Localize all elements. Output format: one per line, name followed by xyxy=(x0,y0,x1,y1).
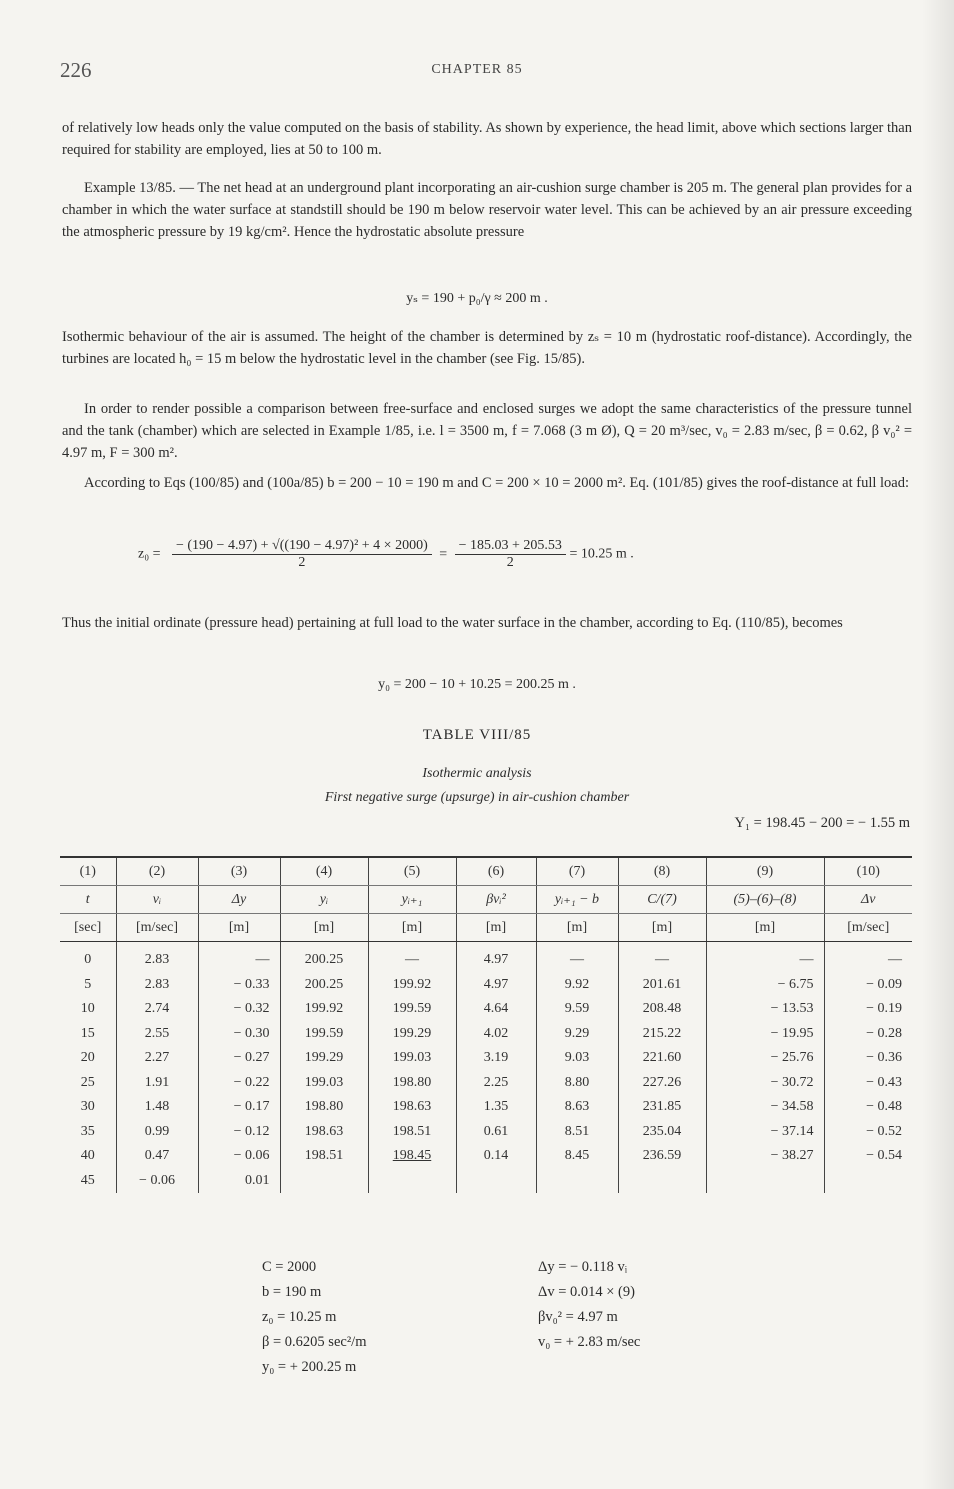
table-cell: 5 xyxy=(60,973,116,998)
table-row xyxy=(60,1169,912,1194)
table-cell: 221.60 xyxy=(618,1046,706,1071)
column-symbol-5: yᵢ₊₁ xyxy=(368,886,456,914)
table-cell: — xyxy=(536,942,618,973)
table-cell: 235.04 xyxy=(618,1120,706,1145)
column-number-1: (1) xyxy=(60,858,116,886)
table-cell: 0.47 xyxy=(116,1144,198,1169)
table-cell xyxy=(618,1169,706,1194)
column-unit-9: [m] xyxy=(706,914,824,942)
page-edge-shadow xyxy=(922,0,954,1489)
constants-left xyxy=(262,1255,366,1380)
column-number-7: (7) xyxy=(536,858,618,886)
table-cell: − 0.48 xyxy=(866,1099,902,1115)
table-cell: 2.74 xyxy=(116,997,198,1022)
table-cell: 1.91 xyxy=(116,1071,198,1096)
column-number-2: (2) xyxy=(116,858,198,886)
table-subtitle-2: First negative surge (upsurge) in air-cushion chamber xyxy=(324,790,630,805)
table-cell: 4.64 xyxy=(456,997,536,1022)
table-cell: − 0.28 xyxy=(866,1025,902,1041)
column-unit-10: [m/sec] xyxy=(824,914,912,942)
table-row xyxy=(60,1144,912,1169)
equation-1: yₛ = 190 + p₀/γ ≈ 200 m . xyxy=(406,291,548,306)
table-cell: − 37.14 xyxy=(706,1120,824,1145)
table-cell: 199.29 xyxy=(280,1046,368,1071)
table-cell: 199.59 xyxy=(280,1022,368,1047)
column-number-9: (9) xyxy=(706,858,824,886)
table-cell: − 0.43 xyxy=(866,1074,902,1090)
table-cell: 0.01 xyxy=(198,1169,280,1194)
table-cell: − 30.72 xyxy=(706,1071,824,1096)
table-cell: 236.59 xyxy=(618,1144,706,1169)
table-cell: 40 xyxy=(60,1144,116,1169)
table-title: TABLE VIII/85 xyxy=(422,727,532,743)
table-row xyxy=(60,1022,912,1047)
equation-2: z₀ = $\frac{\text{− (190 − 4.97) + √((190 − 4.97)² + 4 × 2000)}}{2}$ = $\frac{- 185.03 + 205.53}{2}$ = 10.25 m . xyxy=(138,538,634,570)
table-cell: 2.27 xyxy=(116,1046,198,1071)
table-cell: 208.48 xyxy=(618,997,706,1022)
table-cell: 199.03 xyxy=(368,1046,456,1071)
table-cell: 15 xyxy=(60,1022,116,1047)
table-cell: 0.14 xyxy=(456,1144,536,1169)
table-cell: 4.02 xyxy=(456,1022,536,1047)
constant-z0: z₀ = 10.25 m xyxy=(262,1309,337,1325)
table-cell xyxy=(706,1169,824,1194)
table-cell: − 13.53 xyxy=(706,997,824,1022)
column-symbol-8: C/(7) xyxy=(618,886,706,914)
table-cell: 25 xyxy=(60,1071,116,1096)
table-cell: 0.99 xyxy=(116,1120,198,1145)
table-cell: 199.92 xyxy=(368,973,456,998)
table-cell: 8.63 xyxy=(536,1095,618,1120)
table-note: Y₁ = 198.45 − 200 = − 1.55 m xyxy=(734,815,910,831)
column-symbol-3: Δy xyxy=(198,886,280,914)
table-cell: 0 xyxy=(60,942,116,973)
table-cell: 201.61 xyxy=(618,973,706,998)
table-cell: 2.83 xyxy=(116,942,198,973)
column-number-5: (5) xyxy=(368,858,456,886)
page-number: 226 xyxy=(60,58,92,82)
equation-2-fraction-2 xyxy=(455,538,566,571)
table-cell: 215.22 xyxy=(618,1022,706,1047)
table-cell: — xyxy=(198,942,280,973)
equation-2-fraction-1 xyxy=(172,538,432,571)
constant-v0: v₀ = + 2.83 m/sec xyxy=(538,1334,641,1350)
table-cell: 2.83 xyxy=(116,973,198,998)
table-cell: — xyxy=(706,942,824,973)
table-cell: 199.59 xyxy=(368,997,456,1022)
column-number-6: (6) xyxy=(456,858,536,886)
column-unit-7: [m] xyxy=(536,914,618,942)
equation-2-denominator-2: 2 xyxy=(506,555,514,570)
column-unit-3: [m] xyxy=(198,914,280,942)
equation-2-rhs: = 10.25 m . xyxy=(569,546,634,562)
table-cell xyxy=(536,1169,618,1194)
table-cell: − 0.12 xyxy=(198,1120,280,1145)
equation-2-numerator-1: − (190 − 4.97) + √((190 − 4.97)² + 4 × 2000) xyxy=(172,538,432,555)
table-cell: 199.29 xyxy=(368,1022,456,1047)
table-cell: — xyxy=(618,942,706,973)
table-cell: − 34.58 xyxy=(706,1095,824,1120)
table-cell xyxy=(824,1169,912,1194)
table-cell: 3.19 xyxy=(456,1046,536,1071)
column-unit-4: [m] xyxy=(280,914,368,942)
table-cell: 2.55 xyxy=(116,1022,198,1047)
table-cell: 20 xyxy=(60,1046,116,1071)
paragraph-1: of relatively low heads only the value computed on the basis of stability. As shown by experience, the head limit, above which sections larger than required for stability are employed, lies at 50 to 100 m. xyxy=(62,120,912,158)
paragraph-5: According to Eqs (100/85) and (100a/85) b = 200 − 10 = 190 m and C = 200 × 10 = 2000 m². Eq. (101/85) gives the roof-distance at full load: xyxy=(84,475,909,491)
table-cell: 45 xyxy=(60,1169,116,1194)
table-cell: 1.35 xyxy=(456,1095,536,1120)
table-cell: 8.45 xyxy=(536,1144,618,1169)
table-cell: 199.92 xyxy=(280,997,368,1022)
table-cell: 198.51 xyxy=(280,1144,368,1169)
table-cell: − 0.09 xyxy=(866,976,902,992)
column-symbol-10: Δv xyxy=(824,886,912,914)
data-table xyxy=(60,858,912,1193)
table-cell: 10 xyxy=(60,997,116,1022)
table-cell: 9.03 xyxy=(536,1046,618,1071)
column-number-10: (10) xyxy=(824,858,912,886)
column-number-3: (3) xyxy=(198,858,280,886)
table-cell xyxy=(368,1169,456,1194)
column-number-4: (4) xyxy=(280,858,368,886)
table-cell: 9.59 xyxy=(536,997,618,1022)
table-cell: 1.48 xyxy=(116,1095,198,1120)
table-cell: − 0.22 xyxy=(198,1071,280,1096)
table-row xyxy=(60,1046,912,1071)
equation-3: y₀ = 200 − 10 + 10.25 = 200.25 m . xyxy=(378,677,576,692)
table-cell: − 6.75 xyxy=(706,973,824,998)
table-row xyxy=(60,997,912,1022)
column-unit-1: [sec] xyxy=(60,914,116,942)
table-cell: 4.97 xyxy=(456,973,536,998)
table-cell: − 0.32 xyxy=(198,997,280,1022)
table-row xyxy=(60,1071,912,1096)
constant-beta: β = 0.6205 sec²/m xyxy=(262,1334,367,1350)
table-row xyxy=(60,942,912,973)
constant-y0: y₀ = + 200.25 m xyxy=(262,1359,357,1375)
chapter-header: CHAPTER 85 xyxy=(431,62,523,77)
column-symbol-4: yᵢ xyxy=(280,886,368,914)
equation-2-lhs: z₀ = xyxy=(138,546,161,562)
table-cell: 2.25 xyxy=(456,1071,536,1096)
column-unit-6: [m] xyxy=(456,914,536,942)
column-symbol-1: t xyxy=(60,886,116,914)
table-subtitle-1: Isothermic analysis xyxy=(422,766,532,781)
column-unit-2: [m/sec] xyxy=(116,914,198,942)
table-cell: 199.03 xyxy=(280,1071,368,1096)
constant-beta-v0-squared: βv₀² = 4.97 m xyxy=(538,1309,618,1325)
table-cell: − 0.52 xyxy=(866,1123,902,1139)
constants-right xyxy=(538,1255,640,1355)
table-row xyxy=(60,1095,912,1120)
column-symbol-6: βvᵢ² xyxy=(456,886,536,914)
table-cell: 198.80 xyxy=(280,1095,368,1120)
column-number-8: (8) xyxy=(618,858,706,886)
table-cell: 9.92 xyxy=(536,973,618,998)
table-cell: 0.61 xyxy=(456,1120,536,1145)
table-cell: 8.80 xyxy=(536,1071,618,1096)
table-cell: 200.25 xyxy=(280,973,368,998)
table-cell: − 0.06 xyxy=(198,1144,280,1169)
table-cell: 198.63 xyxy=(368,1095,456,1120)
table-cell: 227.26 xyxy=(618,1071,706,1096)
constant-b: b = 190 m xyxy=(262,1284,322,1300)
equation-2-denominator-1: 2 xyxy=(298,555,306,570)
table-cell: 198.45 xyxy=(368,1144,456,1169)
table-cell: 30 xyxy=(60,1095,116,1120)
table-cell: 35 xyxy=(60,1120,116,1145)
constant-delta-v: Δv = 0.014 × (9) xyxy=(538,1284,635,1300)
table-cell: 231.85 xyxy=(618,1095,706,1120)
paragraph-2: Example 13/85. — The net head at an underground plant incorporating an air-cushion surge chamber is 205 m. The general plan provides for a chamber in which the water surface at standstill should be 190 m below reservoir water level. This can be achieved by an air pressure exceeding the atmospheric pressure by 19 kg/cm². Hence the hydrostatic absolute pressure xyxy=(62,180,912,240)
table-cell: 4.97 xyxy=(456,942,536,973)
table-cell: − 0.17 xyxy=(198,1095,280,1120)
table-cell xyxy=(280,1169,368,1194)
column-symbol-9: (5)–(6)–(8) xyxy=(706,886,824,914)
constant-c: C = 2000 xyxy=(262,1259,317,1275)
table-cell xyxy=(456,1169,536,1194)
table-cell: — xyxy=(368,942,456,973)
equation-2-numerator-2: − 185.03 + 205.53 xyxy=(455,538,566,555)
table-cell: − 19.95 xyxy=(706,1022,824,1047)
column-unit-8: [m] xyxy=(618,914,706,942)
table-cell: − 0.54 xyxy=(866,1148,902,1164)
table-cell: 200.25 xyxy=(280,942,368,973)
column-symbol-2: vᵢ xyxy=(116,886,198,914)
table-row xyxy=(60,1120,912,1145)
table-cell: 198.63 xyxy=(280,1120,368,1145)
constant-delta-y: Δy = − 0.118 vᵢ xyxy=(538,1259,628,1275)
paragraph-6: Thus the initial ordinate (pressure head) pertaining at full load to the water surface in the chamber, according to Eq. (110/85), becomes xyxy=(62,615,843,631)
table-cell: − 0.36 xyxy=(866,1050,902,1066)
column-unit-5: [m] xyxy=(368,914,456,942)
table-row xyxy=(60,973,912,998)
table-cell: 198.80 xyxy=(368,1071,456,1096)
table-cell: − 0.33 xyxy=(198,973,280,998)
paragraph-4: In order to render possible a comparison between free-surface and enclosed surges we adopt the same characteristics of the pressure tunnel and the tank (chamber) which are selected in Example 1/85, i.e. l = 3500 m, f = 7.068 (3 m Ø), Q = 20 m³/sec, v₀ = 2.83 m/sec, β = 0.62, β v₀² = 4.97 m, F = 300 m². xyxy=(62,401,912,461)
table-cell: − 25.76 xyxy=(706,1046,824,1071)
table-cell: − 0.27 xyxy=(198,1046,280,1071)
table-cell: 198.51 xyxy=(368,1120,456,1145)
table-cell: − 0.30 xyxy=(198,1022,280,1047)
table-cell: − 0.06 xyxy=(116,1169,198,1194)
table-cell: − 38.27 xyxy=(706,1144,824,1169)
table-cell: − 0.19 xyxy=(866,1001,902,1017)
paragraph-3: Isothermic behaviour of the air is assumed. The height of the chamber is determined by zₛ = 10 m (hydrostatic roof-distance). Accordingly, the turbines are located h₀ = 15 m below the hydrostatic level in the chamber (see Fig. 15/85). xyxy=(62,329,912,367)
table-cell: 9.29 xyxy=(536,1022,618,1047)
column-symbol-7: yᵢ₊₁ − b xyxy=(536,886,618,914)
table-cell: — xyxy=(888,952,902,968)
table-cell: 8.51 xyxy=(536,1120,618,1145)
